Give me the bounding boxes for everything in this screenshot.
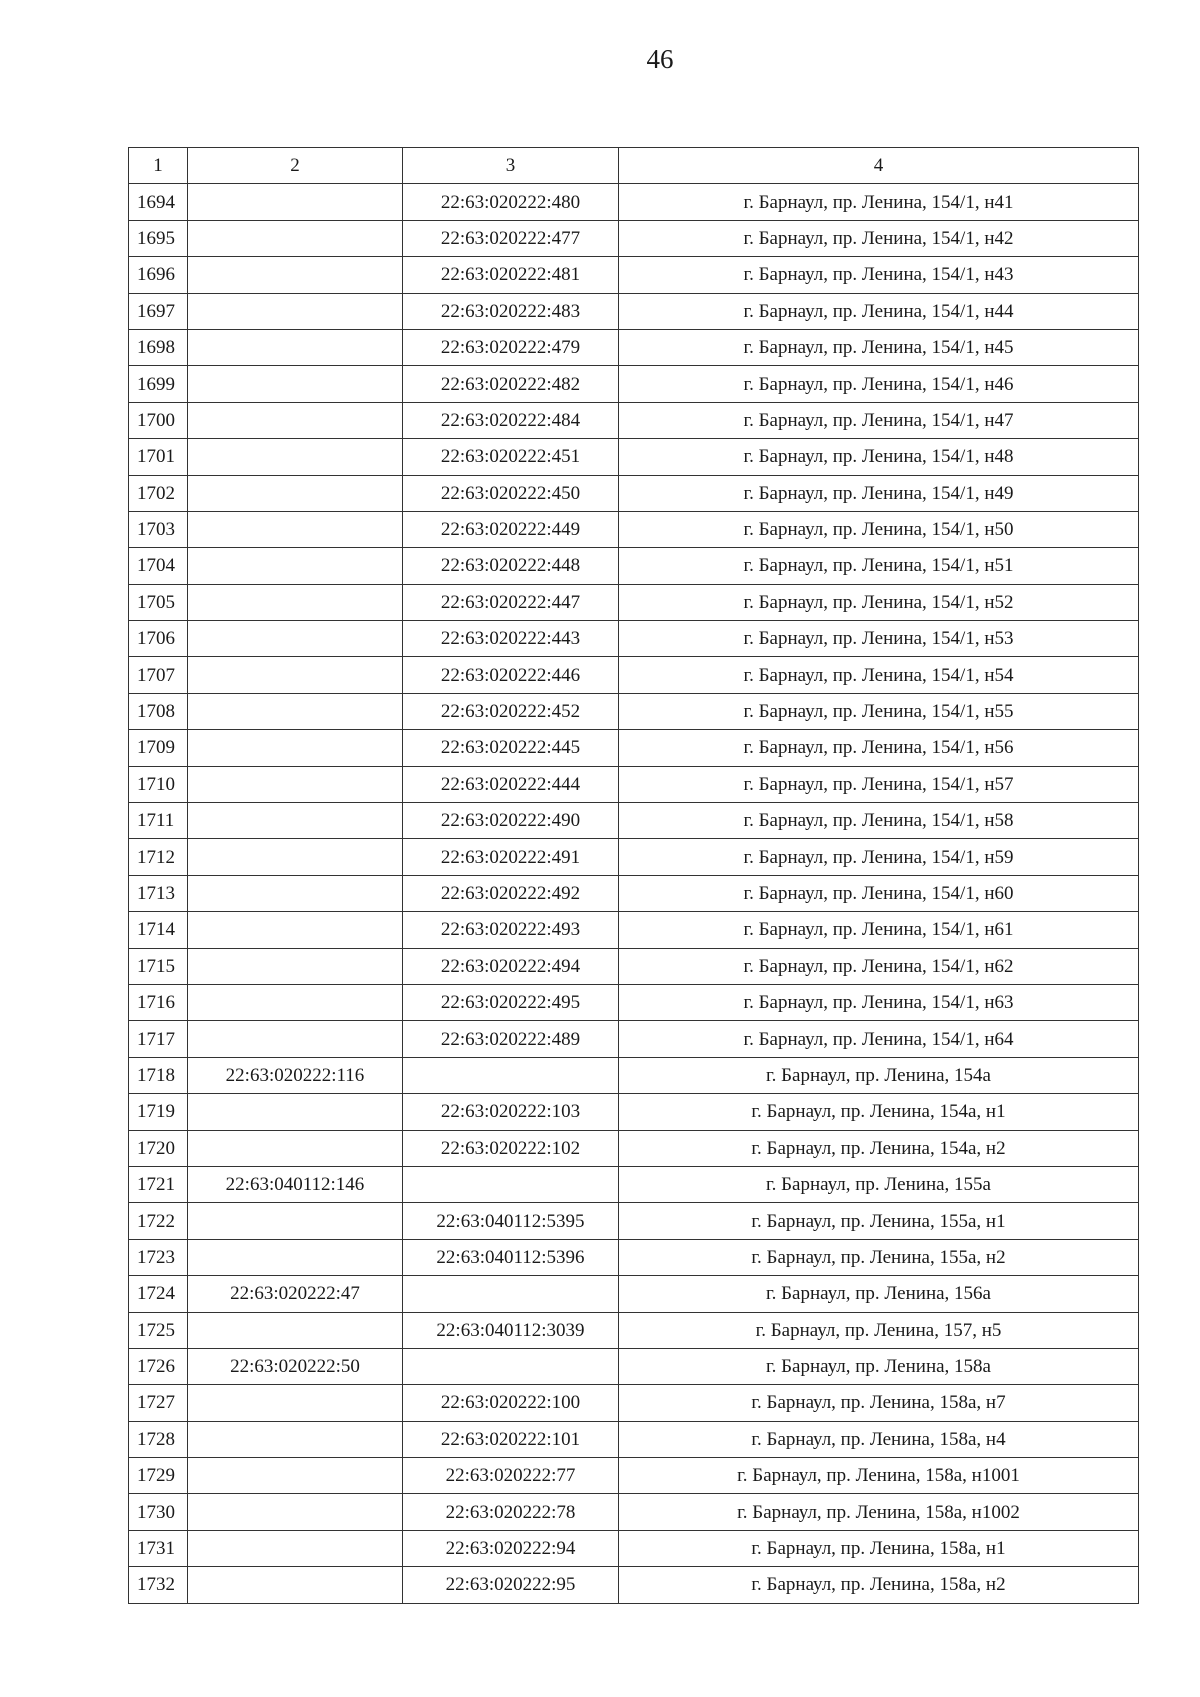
address-cell: г. Барнаул, пр. Ленина, 155а, н1 xyxy=(619,1203,1139,1239)
table-row xyxy=(129,366,1139,402)
table-row xyxy=(129,1166,1139,1202)
row-number-cell: 1698 xyxy=(129,329,188,365)
row-number-cell: 1699 xyxy=(129,366,188,402)
premises-number-cell xyxy=(403,1057,619,1093)
row-number-cell: 1723 xyxy=(129,1239,188,1275)
address-cell: г. Барнаул, пр. Ленина, 155а xyxy=(619,1166,1139,1202)
premises-number-cell: 22:63:020222:481 xyxy=(403,257,619,293)
table-row xyxy=(129,948,1139,984)
premises-number-cell: 22:63:020222:484 xyxy=(403,402,619,438)
parcel-number-cell xyxy=(188,984,403,1020)
premises-number-cell: 22:63:020222:78 xyxy=(403,1494,619,1530)
premises-number-cell xyxy=(403,1348,619,1384)
parcel-number-cell xyxy=(188,1458,403,1494)
row-number-cell: 1719 xyxy=(129,1094,188,1130)
parcel-number-cell xyxy=(188,621,403,657)
table-row xyxy=(129,257,1139,293)
row-number-cell: 1728 xyxy=(129,1421,188,1457)
address-cell: г. Барнаул, пр. Ленина, 154/1, н61 xyxy=(619,912,1139,948)
row-number-cell: 1717 xyxy=(129,1021,188,1057)
row-number-cell: 1706 xyxy=(129,621,188,657)
row-number-cell: 1730 xyxy=(129,1494,188,1530)
table-row xyxy=(129,984,1139,1020)
header-col-2: 2 xyxy=(188,148,403,184)
premises-number-cell: 22:63:020222:491 xyxy=(403,839,619,875)
address-cell: г. Барнаул, пр. Ленина, 154/1, н44 xyxy=(619,293,1139,329)
address-cell: г. Барнаул, пр. Ленина, 154/1, н45 xyxy=(619,329,1139,365)
parcel-number-cell xyxy=(188,948,403,984)
row-number-cell: 1697 xyxy=(129,293,188,329)
address-cell: г. Барнаул, пр. Ленина, 155а, н2 xyxy=(619,1239,1139,1275)
table-row xyxy=(129,1312,1139,1348)
table-row xyxy=(129,839,1139,875)
address-cell: г. Барнаул, пр. Ленина, 154/1, н46 xyxy=(619,366,1139,402)
premises-number-cell: 22:63:020222:492 xyxy=(403,875,619,911)
row-number-cell: 1695 xyxy=(129,220,188,256)
table-row xyxy=(129,730,1139,766)
premises-number-cell: 22:63:020222:480 xyxy=(403,184,619,220)
table-row xyxy=(129,1130,1139,1166)
premises-number-cell: 22:63:020222:101 xyxy=(403,1421,619,1457)
parcel-number-cell xyxy=(188,693,403,729)
address-cell: г. Барнаул, пр. Ленина, 154/1, н48 xyxy=(619,439,1139,475)
table-header-row xyxy=(129,148,1139,184)
row-number-cell: 1701 xyxy=(129,439,188,475)
table-row xyxy=(129,1239,1139,1275)
premises-number-cell: 22:63:020222:490 xyxy=(403,803,619,839)
parcel-number-cell xyxy=(188,402,403,438)
premises-number-cell: 22:63:020222:489 xyxy=(403,1021,619,1057)
row-number-cell: 1708 xyxy=(129,693,188,729)
row-number-cell: 1715 xyxy=(129,948,188,984)
table-row xyxy=(129,511,1139,547)
parcel-number-cell xyxy=(188,1494,403,1530)
address-cell: г. Барнаул, пр. Ленина, 158а, н1 xyxy=(619,1530,1139,1566)
row-number-cell: 1724 xyxy=(129,1276,188,1312)
premises-number-cell: 22:63:020222:449 xyxy=(403,511,619,547)
row-number-cell: 1725 xyxy=(129,1312,188,1348)
premises-number-cell: 22:63:020222:77 xyxy=(403,1458,619,1494)
row-number-cell: 1720 xyxy=(129,1130,188,1166)
row-number-cell: 1703 xyxy=(129,511,188,547)
premises-number-cell: 22:63:020222:95 xyxy=(403,1567,619,1603)
address-cell: г. Барнаул, пр. Ленина, 154/1, н62 xyxy=(619,948,1139,984)
address-cell: г. Барнаул, пр. Ленина, 154/1, н59 xyxy=(619,839,1139,875)
page-number: 46 xyxy=(646,44,674,74)
table-row xyxy=(129,1094,1139,1130)
table-row xyxy=(129,329,1139,365)
row-number-cell: 1721 xyxy=(129,1166,188,1202)
address-cell: г. Барнаул, пр. Ленина, 154/1, н58 xyxy=(619,803,1139,839)
row-number-cell: 1729 xyxy=(129,1458,188,1494)
address-cell: г. Барнаул, пр. Ленина, 154/1, н57 xyxy=(619,766,1139,802)
table-row xyxy=(129,803,1139,839)
parcel-number-cell: 22:63:020222:116 xyxy=(188,1057,403,1093)
address-cell: г. Барнаул, пр. Ленина, 157, н5 xyxy=(619,1312,1139,1348)
table-row xyxy=(129,912,1139,948)
parcel-number-cell xyxy=(188,1130,403,1166)
row-number-cell: 1716 xyxy=(129,984,188,1020)
premises-number-cell: 22:63:020222:103 xyxy=(403,1094,619,1130)
parcel-number-cell xyxy=(188,657,403,693)
address-cell: г. Барнаул, пр. Ленина, 158а xyxy=(619,1348,1139,1384)
address-cell: г. Барнаул, пр. Ленина, 154/1, н50 xyxy=(619,511,1139,547)
parcel-number-cell xyxy=(188,730,403,766)
premises-number-cell xyxy=(403,1166,619,1202)
address-cell: г. Барнаул, пр. Ленина, 154/1, н63 xyxy=(619,984,1139,1020)
row-number-cell: 1727 xyxy=(129,1385,188,1421)
row-number-cell: 1700 xyxy=(129,402,188,438)
row-number-cell: 1714 xyxy=(129,912,188,948)
address-cell: г. Барнаул, пр. Ленина, 154/1, н52 xyxy=(619,584,1139,620)
row-number-cell: 1710 xyxy=(129,766,188,802)
premises-number-cell: 22:63:020222:443 xyxy=(403,621,619,657)
parcel-number-cell xyxy=(188,257,403,293)
parcel-number-cell xyxy=(188,803,403,839)
parcel-number-cell xyxy=(188,366,403,402)
table-row xyxy=(129,1057,1139,1093)
address-cell: г. Барнаул, пр. Ленина, 154/1, н54 xyxy=(619,657,1139,693)
parcel-number-cell xyxy=(188,1421,403,1457)
premises-number-cell: 22:63:020222:451 xyxy=(403,439,619,475)
parcel-number-cell xyxy=(188,511,403,547)
parcel-number-cell xyxy=(188,1312,403,1348)
premises-number-cell: 22:63:020222:94 xyxy=(403,1530,619,1566)
header-col-3: 3 xyxy=(403,148,619,184)
address-cell: г. Барнаул, пр. Ленина, 154/1, н49 xyxy=(619,475,1139,511)
table-row xyxy=(129,1421,1139,1457)
address-cell: г. Барнаул, пр. Ленина, 154/1, н51 xyxy=(619,548,1139,584)
premises-number-cell: 22:63:020222:483 xyxy=(403,293,619,329)
parcel-number-cell xyxy=(188,220,403,256)
parcel-number-cell xyxy=(188,1567,403,1603)
premises-number-cell: 22:63:020222:482 xyxy=(403,366,619,402)
parcel-number-cell xyxy=(188,912,403,948)
address-cell: г. Барнаул, пр. Ленина, 154/1, н64 xyxy=(619,1021,1139,1057)
parcel-number-cell: 22:63:020222:47 xyxy=(188,1276,403,1312)
address-cell: г. Барнаул, пр. Ленина, 158а, н1002 xyxy=(619,1494,1139,1530)
premises-number-cell: 22:63:040112:5396 xyxy=(403,1239,619,1275)
address-cell: г. Барнаул, пр. Ленина, 154/1, н53 xyxy=(619,621,1139,657)
row-number-cell: 1713 xyxy=(129,875,188,911)
table-row xyxy=(129,584,1139,620)
premises-number-cell: 22:63:020222:100 xyxy=(403,1385,619,1421)
data-table xyxy=(128,147,1139,1604)
address-cell: г. Барнаул, пр. Ленина, 154/1, н41 xyxy=(619,184,1139,220)
premises-number-cell: 22:63:020222:447 xyxy=(403,584,619,620)
table-row xyxy=(129,475,1139,511)
table-row xyxy=(129,548,1139,584)
table-row xyxy=(129,220,1139,256)
premises-number-cell: 22:63:020222:452 xyxy=(403,693,619,729)
parcel-number-cell: 22:63:020222:50 xyxy=(188,1348,403,1384)
address-cell: г. Барнаул, пр. Ленина, 154/1, н47 xyxy=(619,402,1139,438)
address-cell: г. Барнаул, пр. Ленина, 154а, н1 xyxy=(619,1094,1139,1130)
parcel-number-cell xyxy=(188,548,403,584)
parcel-number-cell xyxy=(188,1094,403,1130)
premises-number-cell: 22:63:020222:493 xyxy=(403,912,619,948)
premises-number-cell: 22:63:040112:3039 xyxy=(403,1312,619,1348)
table-row xyxy=(129,293,1139,329)
parcel-number-cell xyxy=(188,875,403,911)
parcel-number-cell xyxy=(188,1203,403,1239)
premises-number-cell: 22:63:020222:445 xyxy=(403,730,619,766)
address-cell: г. Барнаул, пр. Ленина, 158а, н2 xyxy=(619,1567,1139,1603)
row-number-cell: 1732 xyxy=(129,1567,188,1603)
header-col-1: 1 xyxy=(129,148,188,184)
parcel-number-cell: 22:63:040112:146 xyxy=(188,1166,403,1202)
premises-number-cell: 22:63:020222:446 xyxy=(403,657,619,693)
table-row xyxy=(129,1458,1139,1494)
address-cell: г. Барнаул, пр. Ленина, 158а, н4 xyxy=(619,1421,1139,1457)
table-row xyxy=(129,657,1139,693)
table-row xyxy=(129,402,1139,438)
address-cell: г. Барнаул, пр. Ленина, 154/1, н42 xyxy=(619,220,1139,256)
premises-number-cell: 22:63:040112:5395 xyxy=(403,1203,619,1239)
address-cell: г. Барнаул, пр. Ленина, 156а xyxy=(619,1276,1139,1312)
parcel-number-cell xyxy=(188,1021,403,1057)
row-number-cell: 1702 xyxy=(129,475,188,511)
row-number-cell: 1694 xyxy=(129,184,188,220)
parcel-number-cell xyxy=(188,1385,403,1421)
row-number-cell: 1707 xyxy=(129,657,188,693)
premises-number-cell: 22:63:020222:479 xyxy=(403,329,619,365)
table-row xyxy=(129,1385,1139,1421)
table-row xyxy=(129,1203,1139,1239)
table-body xyxy=(129,184,1139,1603)
parcel-number-cell xyxy=(188,766,403,802)
premises-number-cell xyxy=(403,1276,619,1312)
parcel-number-cell xyxy=(188,184,403,220)
row-number-cell: 1722 xyxy=(129,1203,188,1239)
row-number-cell: 1712 xyxy=(129,839,188,875)
address-cell: г. Барнаул, пр. Ленина, 154/1, н56 xyxy=(619,730,1139,766)
premises-number-cell: 22:63:020222:448 xyxy=(403,548,619,584)
address-cell: г. Барнаул, пр. Ленина, 154а xyxy=(619,1057,1139,1093)
row-number-cell: 1718 xyxy=(129,1057,188,1093)
parcel-number-cell xyxy=(188,329,403,365)
parcel-number-cell xyxy=(188,475,403,511)
parcel-number-cell xyxy=(188,584,403,620)
row-number-cell: 1726 xyxy=(129,1348,188,1384)
parcel-number-cell xyxy=(188,839,403,875)
address-cell: г. Барнаул, пр. Ленина, 154/1, н55 xyxy=(619,693,1139,729)
table-row xyxy=(129,1348,1139,1384)
address-cell: г. Барнаул, пр. Ленина, 154а, н2 xyxy=(619,1130,1139,1166)
table-row xyxy=(129,693,1139,729)
table-row xyxy=(129,1276,1139,1312)
table-row xyxy=(129,439,1139,475)
table-row xyxy=(129,184,1139,220)
address-cell: г. Барнаул, пр. Ленина, 158а, н7 xyxy=(619,1385,1139,1421)
row-number-cell: 1711 xyxy=(129,803,188,839)
address-cell: г. Барнаул, пр. Ленина, 158а, н1001 xyxy=(619,1458,1139,1494)
table-row xyxy=(129,766,1139,802)
row-number-cell: 1704 xyxy=(129,548,188,584)
parcel-number-cell xyxy=(188,439,403,475)
premises-number-cell: 22:63:020222:450 xyxy=(403,475,619,511)
row-number-cell: 1731 xyxy=(129,1530,188,1566)
premises-number-cell: 22:63:020222:444 xyxy=(403,766,619,802)
parcel-number-cell xyxy=(188,1530,403,1566)
table-row xyxy=(129,1530,1139,1566)
row-number-cell: 1705 xyxy=(129,584,188,620)
table-row xyxy=(129,1494,1139,1530)
premises-number-cell: 22:63:020222:495 xyxy=(403,984,619,1020)
premises-number-cell: 22:63:020222:477 xyxy=(403,220,619,256)
parcel-number-cell xyxy=(188,293,403,329)
row-number-cell: 1696 xyxy=(129,257,188,293)
parcel-number-cell xyxy=(188,1239,403,1275)
row-number-cell: 1709 xyxy=(129,730,188,766)
premises-number-cell: 22:63:020222:102 xyxy=(403,1130,619,1166)
table-row xyxy=(129,1567,1139,1603)
table-row xyxy=(129,875,1139,911)
table-row xyxy=(129,1021,1139,1057)
premises-number-cell: 22:63:020222:494 xyxy=(403,948,619,984)
address-cell: г. Барнаул, пр. Ленина, 154/1, н60 xyxy=(619,875,1139,911)
header-col-4: 4 xyxy=(619,148,1139,184)
address-cell: г. Барнаул, пр. Ленина, 154/1, н43 xyxy=(619,257,1139,293)
table-row xyxy=(129,621,1139,657)
